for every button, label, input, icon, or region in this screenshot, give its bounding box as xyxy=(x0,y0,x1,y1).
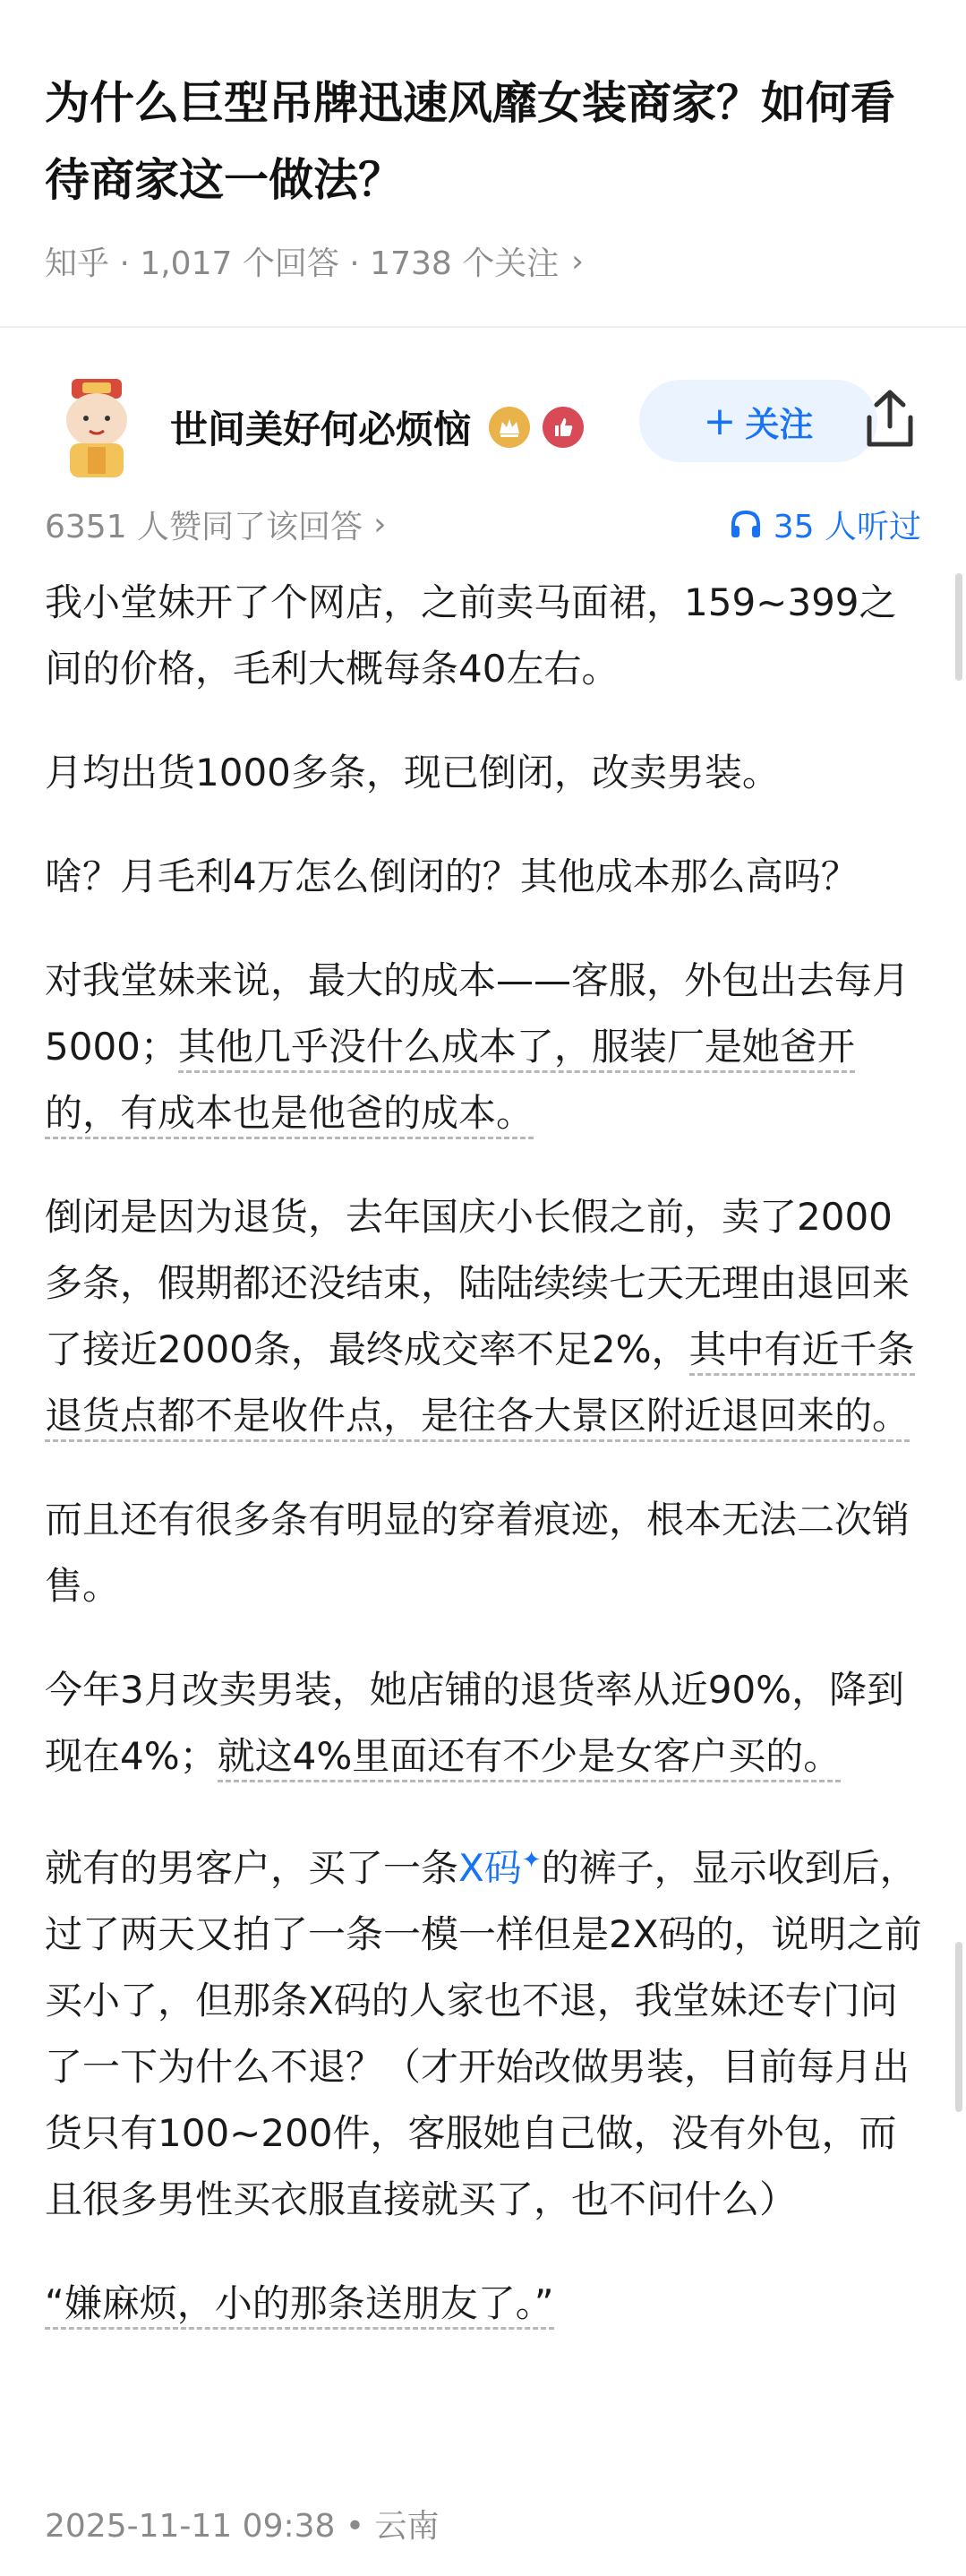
paragraph-text: 的裤子，显示收到后，过了两天又拍了一条一模一样但是2X码的，说明之前买小了，但那条X码的人家也不退，我堂妹还专门问了一下为什么不退？（才开始改做男装，目前每月出货只有100~200件，客服她自己做，没有外包，而且很多男性买衣服直接就买了，也不问什么） xyxy=(45,1846,922,2221)
header-divider xyxy=(0,326,966,328)
paragraph: 而且还有很多条有明显的穿着痕迹，根本无法二次销售。 xyxy=(45,1498,910,1608)
paragraph-text: 今年3月改卖男装，她店铺的退货率从近90%，降到现在4%； xyxy=(45,1668,905,1778)
question-header[interactable] xyxy=(0,0,966,326)
paragraph xyxy=(45,948,922,1146)
answer-content xyxy=(45,570,922,2374)
listen-button[interactable] xyxy=(729,502,921,547)
follow-label: 关注 xyxy=(745,404,814,444)
scrollbar[interactable] xyxy=(955,573,962,681)
question-meta-text: 知乎 · 1,017 个回答 · 1738 个关注 xyxy=(45,245,560,282)
question-title[interactable]: 为什么巨型吊牌迅速风靡女装商家？如何看待商家这一做法？ xyxy=(45,77,895,206)
highlighted-text[interactable]: 就这4%里面还有不少是女客户买的。 xyxy=(218,1734,842,1782)
likes-text[interactable]: 6351 人赞同了该回答 xyxy=(45,508,363,545)
paragraph: 啥？月毛利4万怎么倒闭的？其他成本那么高吗？ xyxy=(45,854,859,898)
follow-button[interactable] xyxy=(639,380,877,462)
chevron-right-icon: › xyxy=(373,505,387,543)
level-badge-icon[interactable] xyxy=(489,407,530,448)
listen-text: 35 人听过 xyxy=(773,508,921,545)
paragraph xyxy=(45,1184,922,1449)
answer-timestamp: 2025-11-11 09:38 • 云南 xyxy=(45,2508,440,2545)
paragraph xyxy=(45,1657,922,1790)
chevron-right-icon: › xyxy=(571,243,584,279)
paragraph-text: 倒闭是因为退货，去年国庆小长假之前，卖了2000多条，假期都还没结束，陆陆续续七天无理由退回来了接近2000条，最终成交率不足2%， xyxy=(45,1195,910,1371)
scrollbar[interactable] xyxy=(955,1942,962,2112)
link-plus-icon: ✦ xyxy=(521,1847,542,1874)
paragraph: 我小堂妹开了个网店，之前卖马面裙，159~399之间的价格，毛利大概每条40左右。 xyxy=(45,580,897,691)
paragraph: 月均出货1000多条，现已倒闭，改卖男装。 xyxy=(45,751,780,794)
author-row xyxy=(45,369,921,485)
highlighted-text[interactable]: 其他几乎没什么成本了，服装厂是她爸开的，有成本也是他爸的成本。 xyxy=(45,1025,855,1139)
highlighted-text[interactable]: 其中有近千条退货点都不是收件点，是往各大景区附近退回来的。 xyxy=(45,1327,915,1442)
paragraph-text: 对我堂妹来说，最大的成本——客服，外包出去每月5000； xyxy=(45,958,910,1069)
search-link-text: X码 xyxy=(458,1846,522,1890)
author-name[interactable]: 世间美好何必烦恼 xyxy=(170,408,472,451)
paragraph xyxy=(45,1827,922,2233)
avatar[interactable] xyxy=(52,374,141,481)
paragraph xyxy=(45,2271,922,2337)
share-icon[interactable] xyxy=(859,387,921,451)
plus-icon: + xyxy=(703,398,737,444)
paragraph-text: 就有的男客户，买了一条 xyxy=(45,1846,459,1890)
search-link[interactable] xyxy=(458,1846,542,1890)
question-meta[interactable] xyxy=(45,238,921,284)
answer-stats-row xyxy=(45,502,921,546)
headphones-icon xyxy=(729,508,763,540)
thumb-badge-icon[interactable] xyxy=(543,407,584,448)
highlighted-text[interactable]: “嫌麻烦，小的那条送朋友了。” xyxy=(45,2281,554,2330)
